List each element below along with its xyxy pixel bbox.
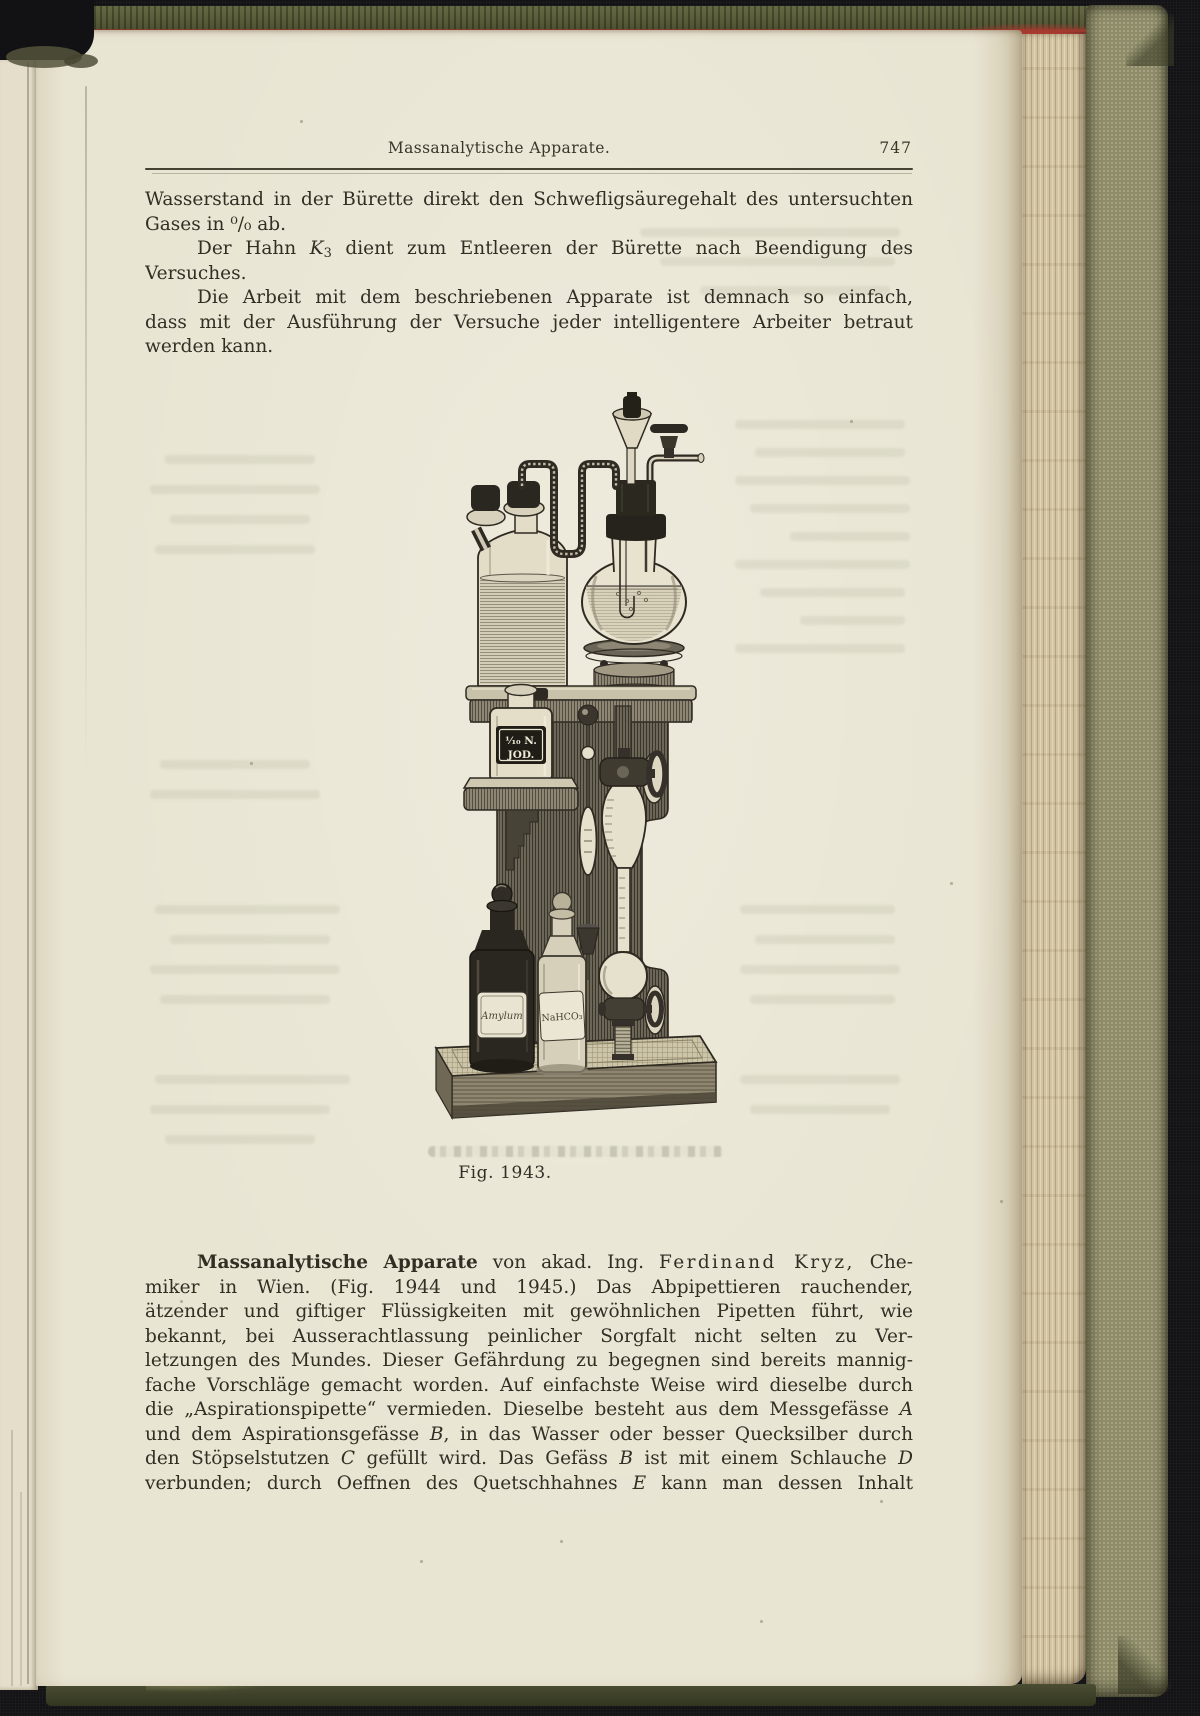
text-line: Gases in ⁰/₀ ab. bbox=[145, 213, 287, 235]
paper-speck bbox=[880, 1500, 883, 1503]
bleed-through-line bbox=[165, 1135, 315, 1144]
text-line: fache Vorschläge gemacht worden. Auf einfachste Weise wird dieselbe durch bbox=[145, 1374, 913, 1396]
text-line: und dem Aspirationsgefässe B, in das Wasser oder besser Quecksilber durch bbox=[145, 1423, 913, 1445]
bleed-through-line bbox=[740, 965, 900, 974]
header-rule-faint bbox=[152, 173, 912, 174]
text-line: dass mit der Ausführung der Versuche jeder intelligentere Arbeiter betraut bbox=[145, 311, 913, 333]
bleed-through-line bbox=[150, 965, 340, 974]
page-number: 747 bbox=[879, 139, 912, 157]
bleed-through-line bbox=[160, 760, 310, 769]
bleed-through-line bbox=[155, 545, 315, 554]
bleed-through-line bbox=[150, 1105, 330, 1114]
paper-speck bbox=[420, 1560, 423, 1563]
bleed-through-line bbox=[160, 995, 330, 1004]
bleed-through-line bbox=[740, 905, 895, 914]
bleed-through-line bbox=[750, 1105, 890, 1114]
paper-speck bbox=[560, 1540, 563, 1543]
jod-label-line1: ¹⁄₁₀ N. bbox=[505, 735, 537, 747]
text-line: miker in Wien. (Fig. 1944 und 1945.) Das Abpipettieren rauchender, bbox=[145, 1276, 913, 1298]
bleed-through-line bbox=[750, 504, 910, 513]
bleed-through-line bbox=[755, 935, 895, 944]
running-header bbox=[145, 139, 913, 161]
header-rule bbox=[145, 168, 913, 170]
figure-caption: Fig. 1943. bbox=[458, 1163, 552, 1183]
gas-stopcock bbox=[650, 424, 704, 480]
text-line: Massanalytische Apparate von akad. Ing. Ferdinand Kryz, Che- bbox=[197, 1252, 913, 1273]
paper-speck bbox=[300, 120, 303, 123]
flask bbox=[582, 534, 686, 644]
bleed-through-line bbox=[170, 935, 330, 944]
paper-speck bbox=[760, 1620, 763, 1623]
text-line: Versuches. bbox=[145, 262, 247, 284]
running-header-title: Massanalytische Apparate. bbox=[387, 139, 611, 157]
bleed-through-line bbox=[155, 1075, 350, 1084]
binding-debris bbox=[64, 54, 98, 68]
text-line: letzungen des Mundes. Dieser Gefährdung zu begegnen sind bereits mannig- bbox=[145, 1350, 913, 1372]
bleed-through-line bbox=[735, 476, 910, 485]
text-line: Die Arbeit mit dem beschriebenen Apparate ist demnach so einfach, bbox=[197, 287, 913, 309]
bleed-through-line bbox=[170, 515, 310, 524]
text-line: ätzender und giftiger Flüssigkeiten mit gewöhnlichen Pipetten führt, wie bbox=[145, 1301, 913, 1323]
text-line: Der Hahn K3 dient zum Entleeren der Bürette nach Beendigung des bbox=[197, 238, 913, 261]
text-line: verbunden; durch Oeffnen des Quetschhahnes E kann man dessen Inhalt bbox=[145, 1472, 913, 1494]
text-line: den Stöpselstutzen C gefüllt wird. Das Gefäss B ist mit einem Schlauche D bbox=[145, 1448, 913, 1470]
bleed-through-line bbox=[735, 560, 910, 569]
paper-speck bbox=[250, 762, 253, 765]
paper-speck bbox=[950, 882, 953, 885]
figure-1943-engraving bbox=[430, 392, 722, 1134]
text-line: die „Aspirationspipette“ vermieden. Dieselbe besteht aus dem Messgefässe A bbox=[145, 1399, 913, 1421]
text-line: werden kann. bbox=[145, 336, 274, 358]
paper-speck bbox=[1000, 1200, 1003, 1203]
bleed-through-line bbox=[790, 532, 910, 541]
bleed-through-line bbox=[750, 995, 895, 1004]
bleed-through-line bbox=[760, 588, 905, 597]
text-line: Wasserstand in der Bürette direkt den Schwefligsäuregehalt des untersuchten bbox=[145, 189, 913, 210]
bleed-through-line bbox=[165, 455, 315, 464]
body-text-top bbox=[145, 188, 913, 360]
bleed-through-line bbox=[150, 485, 320, 494]
bleed-through-smudge bbox=[428, 1146, 724, 1157]
jod-label-line2: JOD. bbox=[507, 749, 535, 761]
page-crease bbox=[85, 86, 87, 776]
bleed-through-line bbox=[155, 905, 340, 914]
bleed-through-line bbox=[735, 644, 905, 653]
bleed-through-line bbox=[740, 1075, 900, 1084]
body-text-bottom bbox=[145, 1251, 913, 1496]
nahco3-label: NaHCO₃ bbox=[541, 1010, 583, 1025]
text-line: bekannt, bei Ausserachtlassung peinlicher Sorgfalt nicht selten zu Ver- bbox=[145, 1325, 913, 1347]
bleed-through-line bbox=[150, 790, 320, 799]
bleed-through-line bbox=[735, 420, 905, 429]
bleed-through-line bbox=[800, 616, 905, 625]
paper-speck bbox=[850, 420, 853, 423]
bleed-through-line bbox=[755, 448, 905, 457]
amylum-label: Amylum bbox=[481, 1011, 523, 1022]
